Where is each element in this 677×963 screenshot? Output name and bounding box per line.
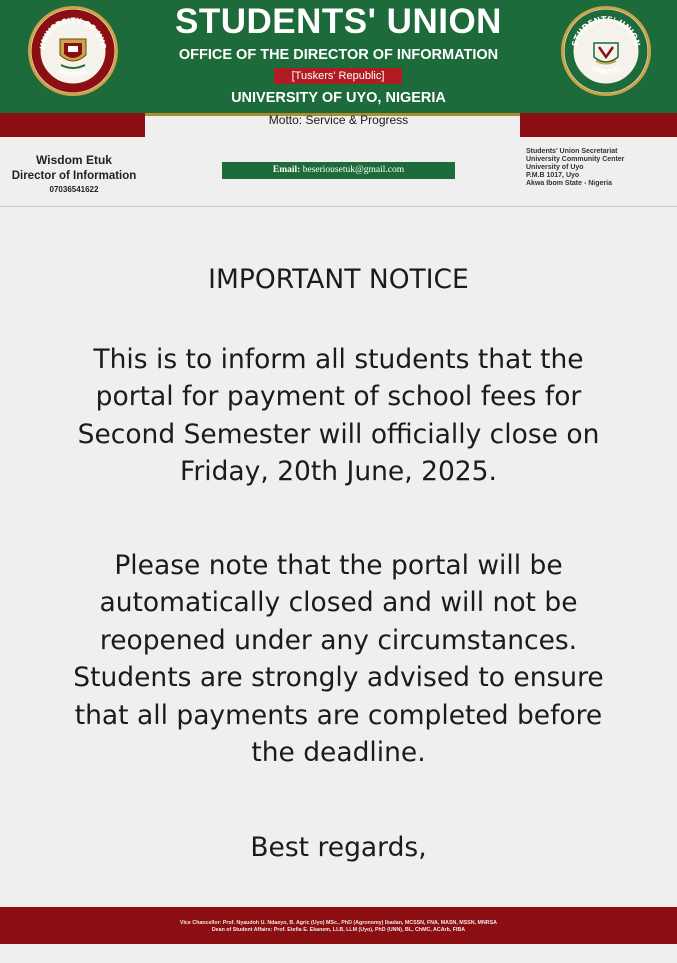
address-line: University of Uyo <box>526 164 584 171</box>
motto: Motto: Service & Progress <box>268 113 409 127</box>
sender-title: Director of Information <box>11 170 137 182</box>
paragraph-line: Friday, 20th June, 2025. <box>180 456 497 488</box>
sender-block <box>0 153 148 195</box>
university-of-uyo-seal-logo <box>28 6 118 96</box>
sender-phone: 07036541622 <box>49 185 99 194</box>
address-block <box>526 148 676 188</box>
email-bar <box>222 162 455 179</box>
paragraph-line: Students are strongly advised to ensure <box>73 662 604 694</box>
paragraph-line: the deadline. <box>251 737 426 769</box>
paragraph-line: portal for payment of school fees for <box>95 381 582 413</box>
closing-salutation: Best regards, <box>250 832 427 863</box>
paragraph-line: Second Semester will officially close on <box>77 418 600 450</box>
students-union-seal-logo <box>561 6 651 96</box>
address-line: P.M.B 1017, Uyo <box>526 172 580 179</box>
paragraph-line: This is to inform all students that the <box>93 344 584 375</box>
address-line: Akwa Ibom State - Nigeria <box>526 180 612 187</box>
address-line: University Community Center <box>526 156 625 163</box>
address-line: Students' Union Secretariat <box>526 148 618 155</box>
notice-paragraph-1 <box>0 341 677 491</box>
svg-text:UNIVERSITY OF UYO: UNIVERSITY OF UYO <box>37 15 109 50</box>
paragraph-line: reopened under any circumstances. <box>99 624 578 656</box>
footer-band <box>0 907 677 944</box>
paragraph-line: automatically closed and will not be <box>99 587 578 619</box>
divider <box>0 206 677 207</box>
letterhead-red-band-left <box>0 113 145 137</box>
email-label: Email: <box>272 165 301 175</box>
sender-name: Wisdom Etuk <box>36 153 112 167</box>
notice-heading: IMPORTANT NOTICE <box>208 264 469 295</box>
paragraph-line: that all payments are completed before <box>74 699 603 731</box>
university-name: UNIVERSITY OF UYO, NIGERIA <box>231 90 446 106</box>
svg-text:UNIUYO: UNIUYO <box>590 64 622 77</box>
dean-student-affairs-line: Dean of Student Affairs: Prof. Etefia E. Ekanem, LLB, LLM (Uyo), PhD (UNN), BL, ChMC, ACArb, FIBA <box>211 927 466 933</box>
office-title: OFFICE OF THE DIRECTOR OF INFORMATION <box>178 47 499 63</box>
svg-text:STUDENTS' UNION: STUDENTS' UNION <box>570 14 642 48</box>
notice-paragraph-2 <box>0 547 677 771</box>
union-title: STUDENTS' UNION <box>175 2 502 41</box>
vice-chancellor-line: Vice Chancellor: Prof. Nyaudoh U. Ndaeyo, B. Agric (Uyo) MSc., PhD (Agronomy) Ibadan, MCSSN, FNA, MASN, MSSN, MNRSA <box>180 920 497 926</box>
svg-text:NIGERIA: NIGERIA <box>56 66 90 80</box>
letterhead-red-band-right <box>520 113 677 137</box>
email-address[interactable]: beseriousetuk@gmail.com <box>302 165 405 175</box>
paragraph-line: Please note that the portal will be <box>114 550 563 581</box>
republic-badge: [Tuskers' Republic] <box>274 68 402 84</box>
